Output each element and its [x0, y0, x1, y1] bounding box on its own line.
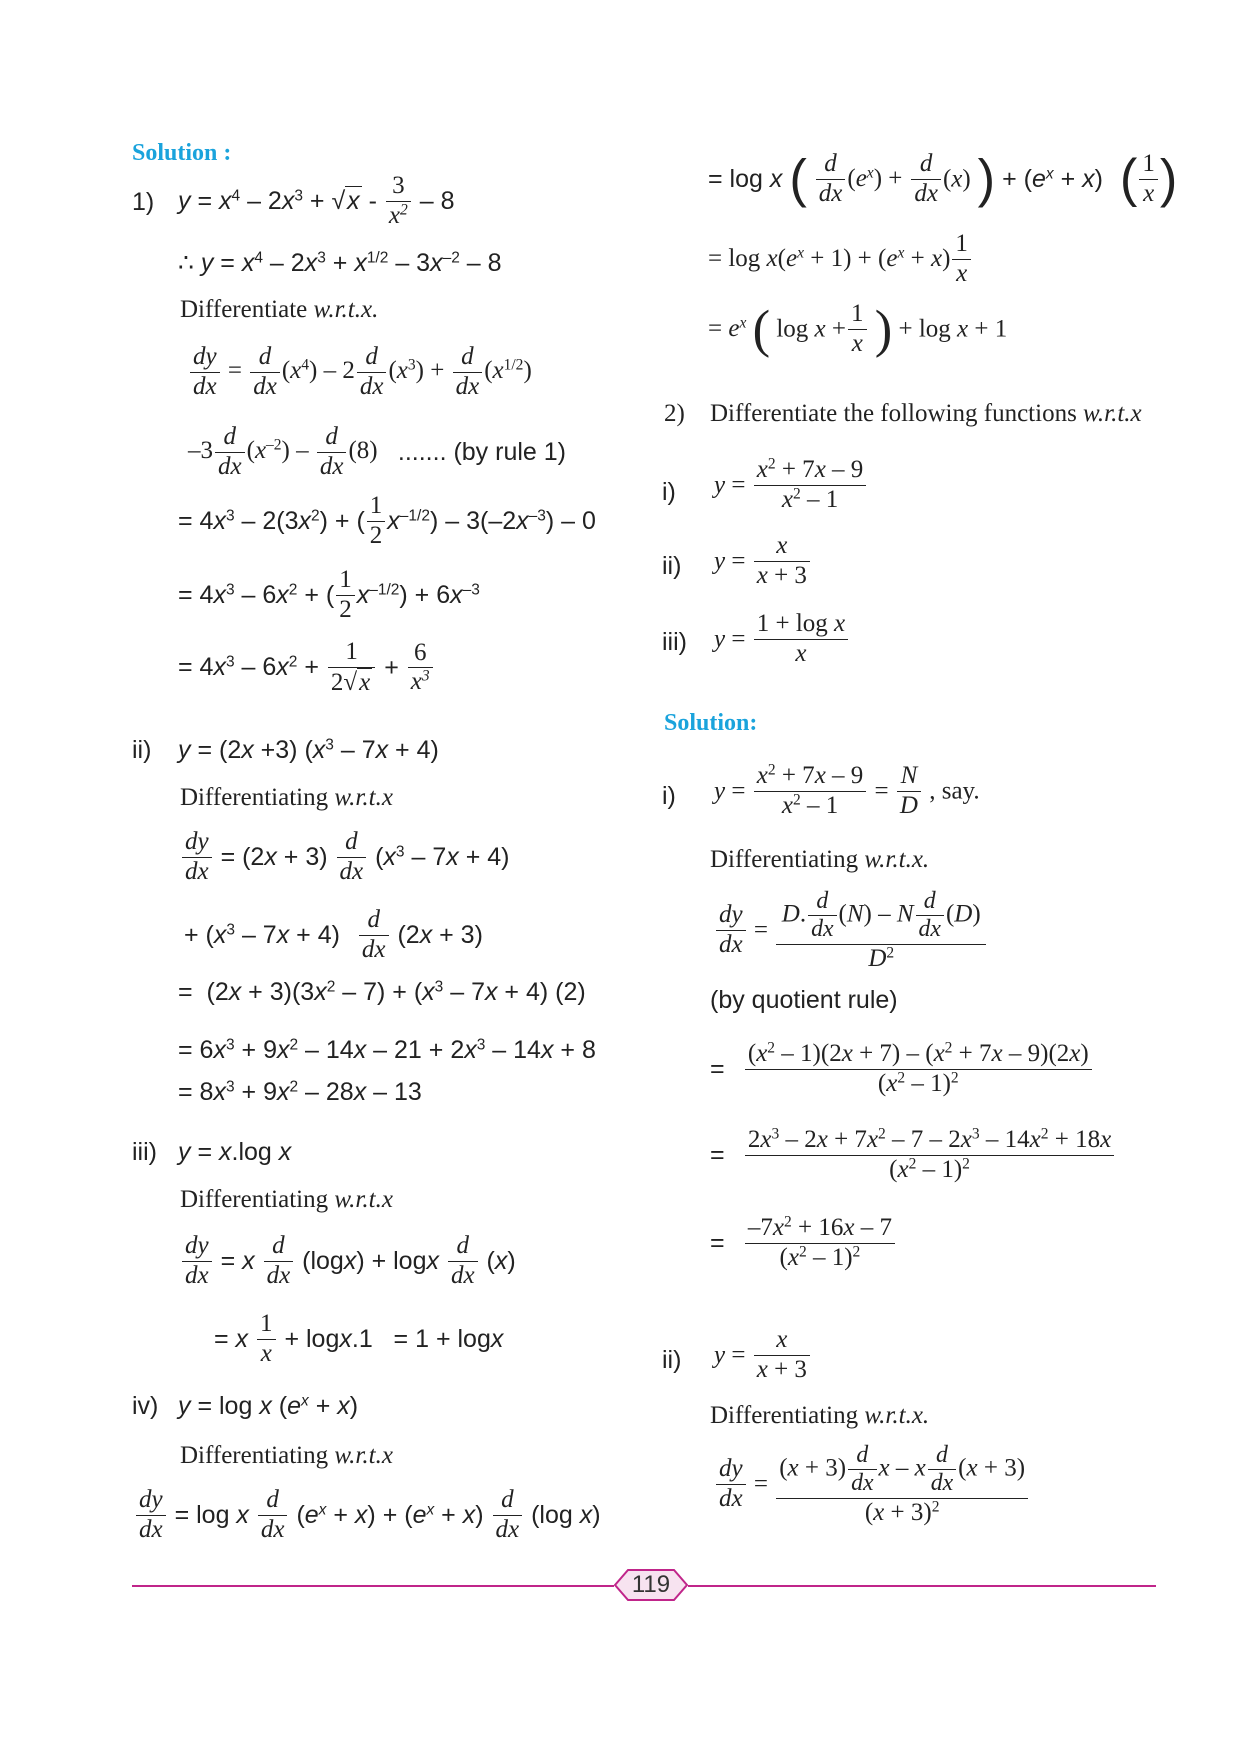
q4-derivative-line1: $\frac{dy}{dx}$ = log x $\frac{d}{dx}$ $(e^x + x) + (e^x + x)$ $\frac{d}{dx}$ (log x)	[134, 1486, 601, 1545]
q1-given-equation: $y = x^4 - 2x^3 + √x$ - $\frac{3}{x^2}$ – 8	[178, 172, 455, 229]
q2-differentiating: Differentiating w.r.t.x	[180, 784, 393, 811]
r-line2: = $\log x(e^x + 1) + (e^x + x)$ $\frac{1}{x}$	[708, 230, 973, 289]
question-iv-label: iv)	[132, 1392, 159, 1420]
page-number-badge	[614, 1568, 688, 1602]
sol-i-step-2: = $\frac{2x^3 - 2x + 7x^2 - 7 - 2x^3 - 14x^2 + 18x}{(x^2 - 1)^2}$	[710, 1126, 1116, 1185]
q1-frac-num: 3	[386, 172, 411, 202]
q2-step-3: = $8x^3 + 9x^2 - 28x - 13$	[178, 1078, 422, 1106]
q4-differentiating: Differentiating w.r.t.x	[180, 1442, 393, 1469]
sol-ii-derivative: $\frac{dy}{dx}$ = (x + 3) $\frac{d}{dx}$ x – x $\frac{d}{dx}$ (x + 3) $(x + 3)^2$	[714, 1442, 1030, 1527]
q2-step-2: = $6x^3 + 9x^2 - 14x - 21 + 2x^3 - 14x + 8$	[178, 1036, 596, 1064]
sol-i-label: i)	[662, 782, 676, 810]
solution-heading: Solution :	[132, 140, 232, 166]
q1-given-tail: – 8	[419, 186, 455, 215]
part-iii-label: iii)	[662, 628, 687, 656]
footer-rule-left	[132, 1585, 614, 1587]
r-line3: = $e^x$ ( log x + $\frac{1}{x}$ ) + log x + 1	[708, 300, 1008, 359]
question-2-label: 2)	[664, 400, 685, 427]
q3-derivative-line2: = x $\frac{1}{x}$ + logx.1 = 1 + logx	[214, 1310, 504, 1367]
q2-derivative-line1: $\frac{dy}{dx}$ = (2x + 3) $\frac{d}{dx}$ $(x^3 - 7x + 4)$	[180, 828, 509, 887]
q2-step-1: = $(2x + 3)(3x^2 - 7) + (x^3 - 7x + 4)$ (2)	[178, 978, 586, 1006]
q1-derivative-line2: –3 $\frac{d}{dx}$ $(x^{-2})$ – $\frac{d}{dx}$ (8) ....... (by rule 1)	[188, 423, 566, 480]
sol-i-step-1: = $\frac{(x^2 - 1)(2x + 7) - (x^2 + 7x - 9)(2x)}{(x^2 - 1)^2}$	[710, 1040, 1094, 1099]
part-ii-label: ii)	[662, 552, 682, 580]
part-i-function: y = $\frac{x^2 + 7x - 9}{x^2 - 1}$	[714, 456, 868, 515]
q2-given: y = (2x +3) $(x^3 - 7x + 4)$	[178, 736, 439, 764]
q3-differentiating: Differentiating w.r.t.x	[180, 1186, 393, 1213]
footer-rule-right	[688, 1585, 1156, 1587]
sol-i-differentiating: Differentiating w.r.t.x.	[710, 846, 930, 873]
by-quotient-rule-note: (by quotient rule)	[710, 986, 898, 1014]
question-ii-label: ii)	[132, 736, 152, 764]
q2-derivative-line2: + $(x^3 - 7x + 4)$ $\frac{d}{dx}$ (2x + 3)	[184, 906, 483, 963]
part-iii-function: y = $\frac{\text{1 + log x}}{x}$	[714, 610, 850, 669]
q1-derivative-line1: $\frac{dy}{dx}$ = $\frac{d}{dx}$ $(x^4) - 2$ $\frac{d}{dx}$ $(x^3)$ + $\frac{d}{dx}$ $(x^{1/2})$	[188, 343, 532, 402]
question-2-text: Differentiate the following functions w.r.t.x	[710, 400, 1142, 427]
q1-differentiate-text: Differentiate w.r.t.x.	[180, 296, 379, 323]
q3-derivative-line1: $\frac{dy}{dx}$ = x $\frac{d}{dx}$ (logx) + logx $\frac{d}{dx}$ (x)	[180, 1232, 516, 1291]
question-iii-label: iii)	[132, 1138, 157, 1166]
r-line1: = log x ( $\frac{d}{dx}$ $(e^x)$ + $\frac{d}{dx}$ (x) ) + $(e^x + x)$ ( $\frac{1}{x}$ )	[708, 149, 1178, 209]
sol-ii-setup: y = $\frac{x}{x + 3}$	[714, 1326, 812, 1385]
sol-i-setup: y = $\frac{x^2 + 7x - 9}{x^2 - 1}$ = $\frac{N}{D}$ , say.	[714, 761, 980, 819]
sol-ii-label: ii)	[662, 1346, 682, 1374]
sol-i-step-3: = $\frac{-7x^2 + 16x - 7}{(x^2 - 1)^2}$	[710, 1214, 897, 1273]
q1-rewrite: ∴ $y = x^4 - 2x^3 + x^{1/2} - 3x^{-2} - 8$	[178, 249, 502, 277]
part-i-label: i)	[662, 478, 676, 506]
q1-step-2: = $4x^3 - 6x^2$ + ( $\frac{1}{2}$ $x^{-1/2}) + 6x^{-3}$	[178, 566, 480, 623]
part-ii-function: y = $\frac{x}{x + 3}$	[714, 532, 812, 591]
sol-ii-differentiating: Differentiating w.r.t.x.	[710, 1402, 930, 1429]
q3-given: y = x.log x	[178, 1138, 292, 1166]
question-1-label: 1)	[132, 188, 155, 216]
quotient-rule-formula: $\frac{dy}{dx}$ = D. $\frac{d}{dx}$ (N) – N $\frac{d}{dx}$ (D) $D^2$	[714, 888, 988, 973]
q1-step-1: = $4x^3 - 2(3x^2)$ + ( $\frac{1}{2}$ $x^{-1/2}) - 3(-2x^{-3}) - 0$	[178, 492, 596, 549]
solution-heading-2: Solution:	[664, 710, 758, 736]
page-number: 119	[631, 1571, 671, 1598]
q1-step-3: = $4x^3 - 6x^2$ + $\frac{1}{2√x}$ + $\frac{6}{x^3}$	[178, 638, 435, 698]
by-rule-1-note: ....... (by rule 1)	[397, 437, 566, 466]
q4-given: y = log x $(e^x + x)$	[178, 1392, 359, 1420]
